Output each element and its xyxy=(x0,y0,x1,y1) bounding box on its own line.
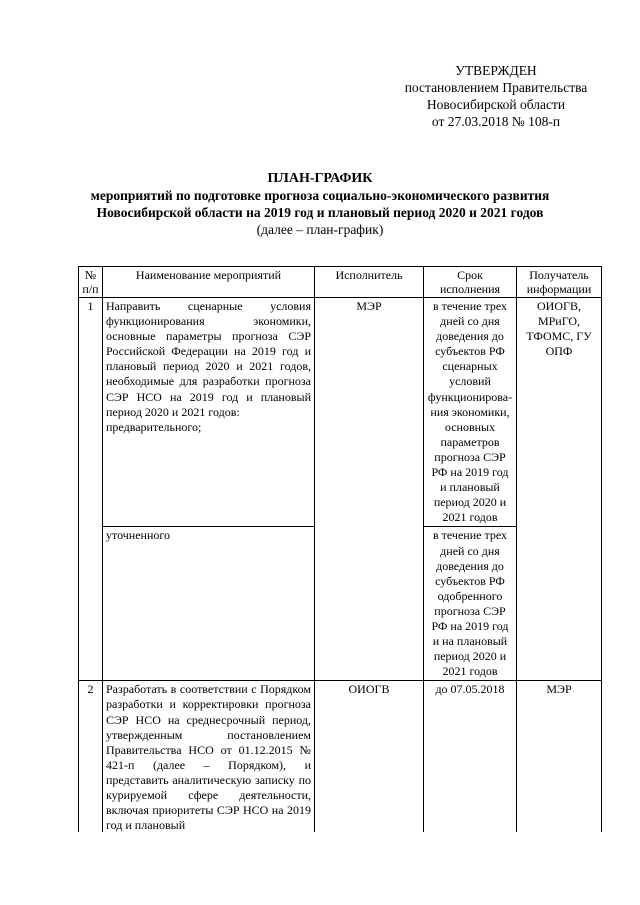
table-row xyxy=(79,298,602,527)
document-note: (далее – план-график) xyxy=(256,222,384,237)
row1-name xyxy=(103,298,315,527)
row2-recipient: МЭР xyxy=(517,681,602,854)
table-row xyxy=(79,681,602,854)
document-subtitle-line2: Новосибирской области на 2019 год и плановый период 2020 и 2021 годов xyxy=(96,205,544,220)
row1-name-sub2: уточненного xyxy=(103,527,315,681)
header-executor: Исполнитель xyxy=(315,267,424,298)
header-recipient: Получатель информации xyxy=(517,267,602,298)
table-header-row xyxy=(79,267,602,298)
approval-date-number: от 27.03.2018 № 108-п xyxy=(431,114,561,129)
row1-executor: МЭР xyxy=(315,298,424,681)
document-title: ПЛАН-ГРАФИК xyxy=(267,171,373,186)
header-term: Срок исполнения xyxy=(424,267,517,298)
document-subtitle-line1: мероприятий по подготовке прогноза социально-экономического развития xyxy=(90,188,550,203)
page-bottom-margin xyxy=(0,832,640,905)
row1-no: 1 xyxy=(79,298,103,681)
document-heading xyxy=(0,170,640,238)
row1-name-main: Направить сценарные условия функционирования экономики, основные параметры прогноза СЭР Российской Федерации на 2019 год и плановый период 2020 и 2021 годов, необходимые для разработки прогноза СЭР НСО на 2019 год и плановый период 2020 и 2021 годов: xyxy=(106,299,311,419)
row1-term2: в течение трех дней со дня доведения до субъектов РФ одобренного прогноза СЭР РФ на 2019 год и на плановый период 2020 и 2021 годов xyxy=(424,527,517,681)
plan-table xyxy=(78,266,602,854)
row1-name-sub1: предварительного; xyxy=(106,419,202,434)
approval-by: постановлением Правительства xyxy=(404,80,588,95)
row1-recipient: ОИОГВ, МРиГО, ТФОМС, ГУ ОПФ xyxy=(517,298,602,681)
row2-term: до 07.05.2018 xyxy=(424,681,517,854)
header-no: № п/п xyxy=(79,267,103,298)
row2-executor: ОИОГВ xyxy=(315,681,424,854)
row2-no: 2 xyxy=(79,681,103,854)
row1-term1: в течение трех дней со дня доведения до субъектов РФ сценарных условий функционирова-ния экономики, основных параметров прогноза СЭР РФ на 2019 год и плановый период 2020 и 2021 годов xyxy=(424,298,517,527)
approval-region: Новосибирской области xyxy=(426,97,566,112)
approval-stamp xyxy=(390,62,602,130)
header-name: Наименование мероприятий xyxy=(103,267,315,298)
approval-status: УТВЕРЖДЕН xyxy=(455,63,537,78)
row2-name: Разработать в соответствии с Порядком разработки и корректировки прогноза СЭР НСО на среднесрочный период, утвержденным постановлением Правительства НСО от 01.12.2015 № 421-п (далее – Порядком), и представить аналитическую записку по курируемой сфере деятельности, включая приоритеты СЭР НСО на 2019 год и плановый xyxy=(103,681,315,854)
